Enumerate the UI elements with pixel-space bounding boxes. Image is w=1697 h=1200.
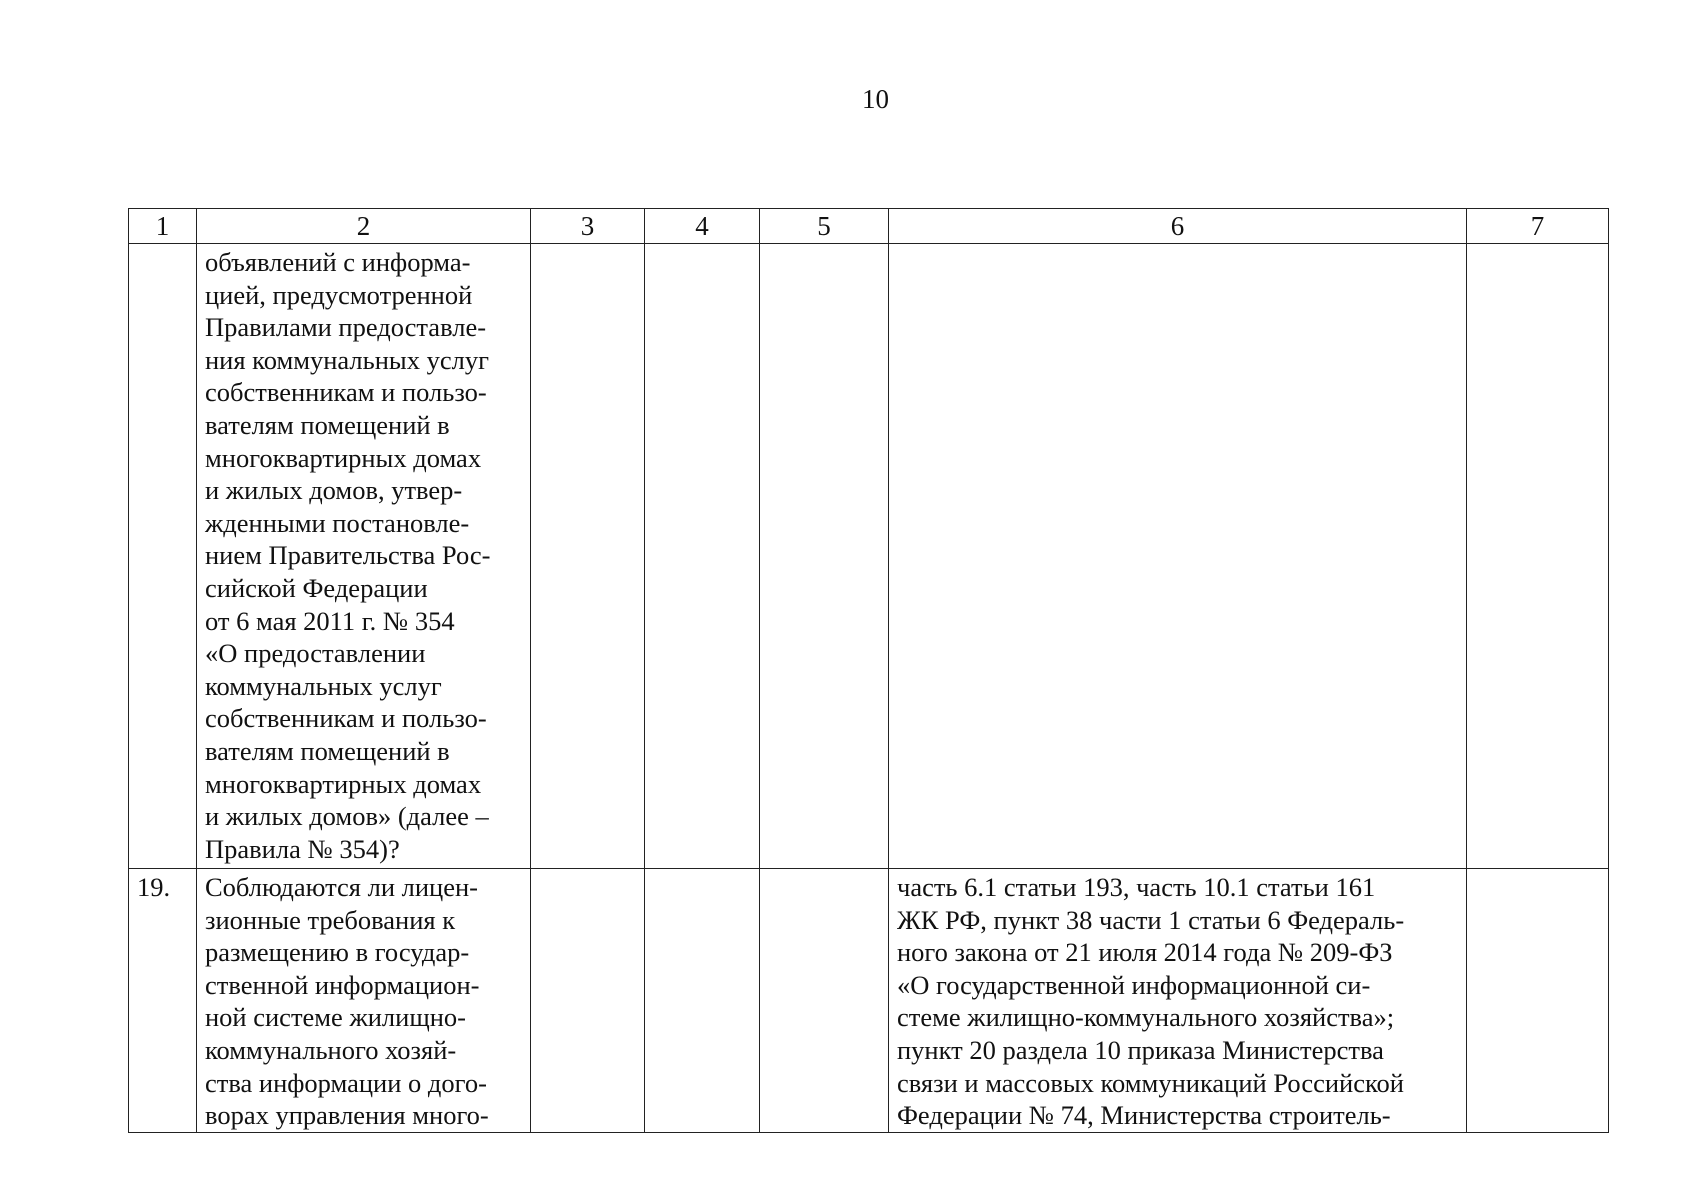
legal-basis-cell [889, 869, 1467, 1133]
text-line: многоквартирных домах [205, 768, 482, 799]
text-line: ворах управления много- [205, 1100, 489, 1131]
text-line: цией, предусмотренной [205, 279, 473, 310]
text-line: и жилых домов» (далее – [205, 801, 489, 832]
text-line: собственникам и пользо- [205, 703, 487, 734]
text-line: нием Правительства Рос- [205, 540, 491, 571]
header-col-4: 4 [645, 209, 760, 244]
question-cell [197, 244, 531, 869]
text-line: Федерации № 74, Министерства строитель- [897, 1100, 1391, 1131]
question-cell [197, 869, 531, 1133]
header-col-7: 7 [1467, 209, 1609, 244]
empty-cell [531, 244, 645, 869]
empty-cell [1467, 244, 1609, 869]
text-line: ного закона от 21 июля 2014 года № 209-ФЗ [897, 937, 1393, 968]
text-line: ной системе жилищно- [205, 1002, 467, 1033]
header-col-2: 2 [197, 209, 531, 244]
text-line: коммунальных услуг [205, 670, 442, 701]
text-line: многоквартирных домах [205, 442, 482, 473]
header-col-6: 6 [889, 209, 1467, 244]
row-number: 19. [129, 869, 197, 1133]
empty-cell [760, 244, 889, 869]
text-line: размещению в государ- [205, 937, 470, 968]
text-line: Соблюдаются ли лицен- [205, 872, 478, 902]
text-line: Правила № 354)? [205, 833, 400, 864]
text-line: ства информации о дого- [205, 1067, 487, 1098]
inspection-table [128, 208, 1609, 1133]
text-line: вателям помещений в [205, 409, 450, 440]
text-line: и жилых домов, утвер- [205, 475, 463, 506]
empty-cell [531, 869, 645, 1133]
page-number: 10 [862, 84, 889, 114]
text-line: часть 6.1 статьи 193, часть 10.1 статьи 161 [897, 872, 1376, 902]
header-row [129, 209, 1609, 244]
empty-cell [645, 869, 760, 1133]
table-row [129, 244, 1609, 869]
legal-basis-cell [889, 244, 1467, 869]
text-line: Правилами предоставле- [205, 312, 487, 343]
empty-cell [645, 244, 760, 869]
row-number [129, 244, 197, 869]
text-line: ния коммунальных услуг [205, 344, 489, 375]
text-line: стеме жилищно-коммунального хозяйства»; [897, 1002, 1395, 1033]
text-line: «О предоставлении [205, 638, 426, 669]
text-line: сийской Федерации [205, 572, 428, 603]
header-col-3: 3 [531, 209, 645, 244]
text-line: от 6 мая 2011 г. № 354 [205, 605, 455, 636]
text-line: ственной информацион- [205, 969, 480, 1000]
text-line: связи и массовых коммуникаций Российской [897, 1067, 1404, 1098]
text-line: зионные требования к [205, 904, 456, 935]
header-col-5: 5 [760, 209, 889, 244]
text-line: ЖК РФ, пункт 38 части 1 статьи 6 Федераль- [897, 904, 1405, 935]
empty-cell [1467, 869, 1609, 1133]
empty-cell [760, 869, 889, 1133]
text-line: собственникам и пользо- [205, 377, 487, 408]
text-line: коммунального хозяй- [205, 1034, 457, 1065]
text-line: объявлений с информа- [205, 247, 471, 277]
table-row [129, 869, 1609, 1133]
text-line: «О государственной информационной си- [897, 969, 1371, 1000]
header-col-1: 1 [129, 209, 197, 244]
text-line: жденными постановле- [205, 507, 470, 538]
text-line: пункт 20 раздела 10 приказа Министерства [897, 1034, 1384, 1065]
text-line: вателям помещений в [205, 735, 450, 766]
